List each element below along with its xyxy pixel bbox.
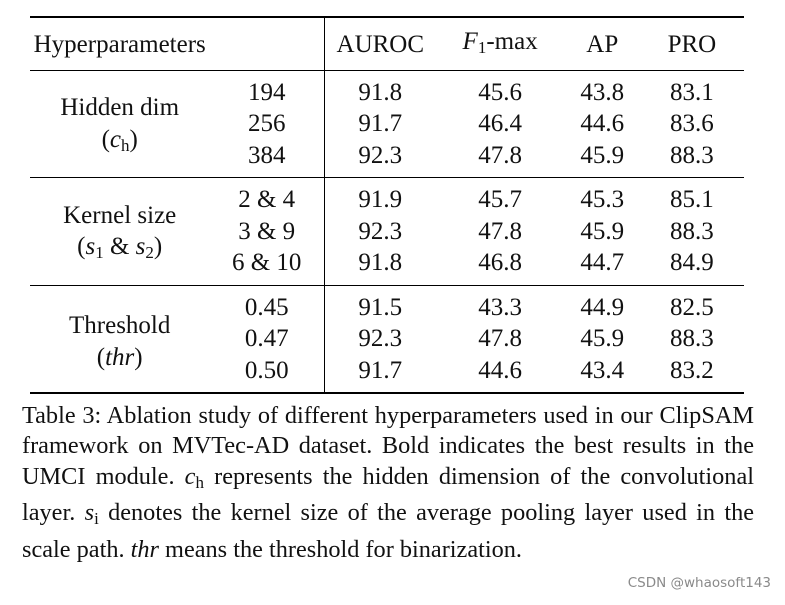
group-label-threshold (30, 285, 209, 393)
caption-symbol-thr: thr (130, 535, 159, 563)
param-value: 0.45 (209, 285, 324, 323)
param-value: 194 (209, 70, 324, 108)
ap-cell: 43.8 (580, 78, 625, 106)
auroc-cell: 91.8 (358, 78, 403, 106)
ap-cell: 44.9 (580, 293, 625, 321)
param-value: 256 (209, 108, 324, 140)
auroc-cell: 91.9 (358, 186, 403, 213)
pro-cell: 83.6 (670, 110, 714, 137)
header-pro: PRO (667, 31, 717, 58)
group-name: Threshold (69, 312, 171, 340)
table-row (30, 285, 744, 323)
f1-max-cell: 47.8 (478, 217, 522, 245)
param-value: 384 (209, 140, 324, 178)
auroc-cell: 91.7 (358, 356, 403, 384)
auroc-cell: 92.3 (358, 325, 403, 352)
pro-cell: 88.3 (670, 325, 714, 352)
pro-cell: 83.1 (670, 78, 714, 106)
auroc-cell: 91.7 (358, 110, 403, 137)
pro-cell: 88.3 (670, 217, 714, 245)
caption-symbol-c: c (184, 462, 196, 490)
header-auroc: AUROC (336, 31, 425, 58)
f1-max-cell: 47.8 (478, 325, 522, 352)
header-hyperparameters: Hyperparameters (33, 31, 206, 58)
header-f1-suffix: -max (486, 28, 538, 55)
caption-part2: represents the hidden dimension of the convolutional layer. (22, 462, 754, 527)
header-value-spacer (209, 17, 324, 70)
caption-part3: denotes the kernel size of the average pooling layer used in the scale path. (22, 499, 755, 563)
group-name: Kernel size (63, 201, 177, 229)
f1-max-cell: 45.6 (478, 78, 522, 106)
ap-cell: 44.6 (580, 110, 625, 137)
f1-max-cell: 44.6 (478, 356, 522, 384)
auroc-cell: 92.3 (358, 217, 403, 245)
param-value: 0.50 (209, 355, 324, 394)
table-row (30, 178, 744, 216)
table-row (30, 70, 744, 108)
caption-symbol-s: s (84, 499, 95, 527)
f1-max-cell: 46.4 (478, 110, 522, 137)
group-name: Hidden dim (60, 94, 180, 122)
param-value: 3 & 9 (209, 216, 324, 248)
pro-cell: 84.9 (670, 249, 714, 276)
pro-cell: 88.3 (670, 141, 714, 169)
watermark: CSDN @whaosoft143 (627, 575, 771, 591)
param-value: 2 & 4 (209, 178, 324, 216)
table-header-row (30, 17, 744, 70)
header-f1-subscript: 1 (477, 38, 487, 57)
auroc-cell: 91.5 (358, 293, 403, 321)
auroc-cell: 91.8 (358, 249, 403, 276)
caption-symbol-s-sub: i (94, 509, 99, 529)
group-symbol: (thr) (96, 343, 143, 371)
ap-cell: 44.7 (580, 249, 625, 276)
pro-cell: 85.1 (670, 186, 714, 213)
table-caption (22, 401, 754, 565)
group-symbol: $(c_h)$ (101, 125, 138, 155)
caption-part4: means the threshold for binarization. (158, 535, 522, 563)
group-label-hidden-dim (30, 70, 209, 178)
f1-max-cell: 45.7 (478, 186, 522, 213)
header-ap: AP (586, 31, 619, 58)
ap-cell: 45.9 (580, 217, 625, 245)
ablation-table (30, 16, 744, 394)
header-f1-symbol: F (462, 28, 478, 55)
param-value: 6 & 10 (209, 247, 324, 285)
f1-max-cell: 47.8 (478, 141, 522, 169)
ap-cell: 43.4 (580, 356, 625, 384)
header-f1-max (436, 17, 565, 70)
group-label-kernel-size (30, 178, 209, 286)
ap-cell: 45.9 (580, 141, 625, 169)
param-value: 0.47 (209, 323, 324, 355)
ap-cell: 45.9 (580, 325, 625, 352)
caption-lead: Table 3: Ablation study of different hyperparameters used in our ClipSAM framework on MVTec-AD dataset. Bold indicates the best results in the UMCI module. (22, 402, 754, 490)
pro-cell: 83.2 (670, 356, 714, 384)
caption-symbol-c-sub: h (195, 472, 204, 492)
auroc-cell: 92.3 (358, 141, 403, 169)
group-symbol: ($s_1$ & $s_2$) (77, 233, 163, 263)
f1-max-cell: 43.3 (478, 293, 522, 321)
pro-cell: 82.5 (670, 293, 714, 321)
f1-max-cell: 46.8 (478, 249, 522, 276)
ap-cell: 45.3 (580, 186, 625, 213)
